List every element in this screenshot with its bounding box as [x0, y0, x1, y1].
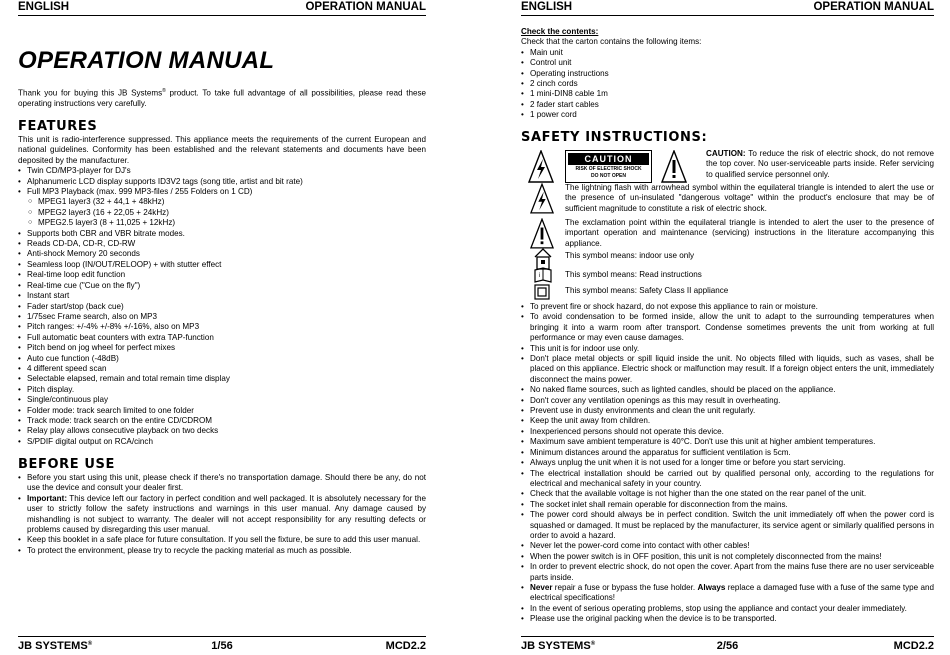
contents-intro: Check that the carton contains the following items: — [521, 37, 702, 47]
list-item: • Alphanumeric LCD display supports ID3V2 tags (song title, artist and bit rate) — [18, 177, 426, 187]
list-item: • The socket inlet shall remain operable for disconnection from the mains. — [521, 500, 934, 510]
intro-reg-mark: ® — [162, 88, 166, 94]
caution-sub2: DO NOT OPEN — [590, 173, 626, 179]
important-text: This device left our factory in perfect condition and well packaged. It is absolutely necessary for the user to strictly follow the safety instructions and warnings in this user manual. Any damage caused by mishandling is not subject to warranty. The dealer will not accept responsibility for any resulting defects or problems caused by disregarding this user manual. — [27, 493, 426, 535]
list-item: • Full automatic beat counters with extra TAP-function — [18, 333, 426, 343]
exclamation-triangle-icon — [661, 150, 687, 184]
list-item: • Full MP3 Playback (max. 999 MP3-files / 255 Folders on 1 CD) — [18, 187, 426, 197]
list-item: • Please use the original packing when the device is to be transported. — [521, 614, 934, 624]
exclamation-text: The exclamation point within the equilateral triangle is intended to alert the user to the presence of important operation and maintenance (servicing) instructions in the literature accompanying this appliance. — [565, 218, 934, 248]
fuse-text-b: replace a damaged fuse with a fuse of the same type and electrical specifications! — [530, 582, 934, 603]
list-item: • When the power switch is in OFF position, this unit is not completely disconnected from the mains! — [521, 552, 934, 562]
list-item: • Auto cue function (-48dB) — [18, 354, 426, 364]
list-item: • Check that the available voltage is not higher than the one stated on the rear panel of the unit. — [521, 489, 934, 499]
safety-heading: SAFETY INSTRUCTIONS: — [521, 130, 708, 145]
footer-brand: JB SYSTEMS® — [521, 640, 596, 652]
page-number: 1/56 — [211, 640, 233, 652]
intro-text-a: Thank you for buying this JB Systems — [18, 88, 163, 98]
list-item: • Twin CD/MP3-player for DJ's — [18, 166, 426, 176]
page-header — [18, 0, 426, 16]
list-item: • To prevent fire or shock hazard, do not expose this appliance to rain or moisture. — [521, 302, 934, 312]
svg-text:i: i — [539, 273, 541, 279]
list-item: • 2 cinch cords — [521, 79, 934, 89]
list-item: • Folder mode: track search limited to one folder — [18, 406, 426, 416]
header-language: ENGLISH — [18, 1, 70, 13]
list-item: • This unit is for indoor use only. — [521, 344, 934, 354]
list-item: ○ MPEG1 layer3 (32 + 44,1 + 48kHz) — [18, 197, 426, 207]
caution-body: To reduce the risk of electric shock, do not remove the top cover. No user-serviceable parts inside. Refer servicing to qualified service personnel only. — [706, 149, 934, 179]
important-label: Important: — [27, 493, 68, 503]
list-item: ○ MPEG2 layer3 (16 + 22,05 + 24kHz) — [18, 208, 426, 218]
list-item: • In the event of serious operating problems, stop using the appliance and contact your dealer immediately. — [521, 604, 934, 614]
lightning-text: The lightning flash with arrowhead symbol within the equilateral triangle is intended to alert the use or the presence of un-insulated "dangerous voltage" within the product's enclosure that may be of sufficient magnitude to constitute a risk of electric shock. — [565, 183, 934, 213]
list-item: • Anti-shock Memory 20 seconds — [18, 249, 426, 259]
list-item: • Fader start/stop (back cue) — [18, 302, 426, 312]
safety-list-section — [521, 302, 934, 625]
footer-brand: JB SYSTEMS® — [18, 640, 93, 652]
list-item: • The electrical installation should be carried out by qualified personal only, according to the regulations for electrical and mechanical safety in your country. — [521, 469, 934, 490]
read-instructions-icon — [534, 266, 552, 284]
list-item: • Pitch display. — [18, 385, 426, 395]
list-item: • Relay play allows consecutive playback on two decks — [18, 426, 426, 436]
header-language: ENGLISH — [521, 1, 573, 13]
exclamation-triangle-icon — [530, 218, 554, 250]
list-item: • Don't place metal objects or spill liquid inside the unit. No objects filled with liquids, such as vases, shall be placed on this appliance. Electric shock or malfunction may result. If a foreign object enters the unit, immediately disconnect the mains power. — [521, 354, 934, 385]
document-title: OPERATION MANUAL — [18, 47, 275, 74]
list-item: • 1 mini-DIN8 cable 1m — [521, 89, 934, 99]
list-item: ○ MPEG2.5 layer3 (8 + 11,025 + 12kHz) — [18, 218, 426, 228]
list-item: • Seamless loop (IN/OUT/RELOOP) + with stutter effect — [18, 260, 426, 270]
list-item: • Pitch ranges: +/-4% +/-8% +/-16%, also on MP3 — [18, 322, 426, 332]
list-item — [521, 583, 934, 604]
list-item: • 1/75sec Frame search, also on MP3 — [18, 312, 426, 322]
list-item: • Single/continuous play — [18, 395, 426, 405]
list-item: • Selectable elapsed, remain and total remain time display — [18, 374, 426, 384]
class2-text: This symbol means: Safety Class II appliance — [565, 286, 729, 295]
list-item: • S/PDIF digital output on RCA/cinch — [18, 437, 426, 447]
left-page — [18, 0, 426, 654]
contents-section — [521, 27, 934, 121]
list-item: • 4 different speed scan — [18, 364, 426, 374]
list-item: • Real-time loop edit function — [18, 270, 426, 280]
contents-heading: Check the contents: — [521, 27, 599, 36]
caution-sub1: RISK OF ELECTRIC SHOCK — [575, 166, 642, 172]
safety-list — [521, 302, 934, 625]
page-number: 2/56 — [716, 640, 739, 652]
list-item: • Pitch bend on jog wheel for perfect mixes — [18, 343, 426, 353]
caution-bold: CAUTION: — [706, 149, 746, 158]
read-text: This symbol means: Read instructions — [565, 270, 702, 279]
page-footer — [521, 636, 934, 655]
fuse-text-a: repair a fuse or bypass the fuse holder. — [552, 582, 698, 592]
list-item: • Real-time cue ("Cue on the fly") — [18, 281, 426, 291]
mpeg-sublist — [18, 197, 426, 228]
footer-model: MCD2.2 — [893, 640, 934, 652]
lightning-triangle-icon — [530, 183, 554, 215]
list-item — [18, 494, 426, 536]
never-label: Never — [530, 582, 553, 592]
list-item: • Maximum save ambient temperature is 40°C. Don't use this unit at higher ambient temperatures. — [521, 437, 934, 447]
list-item: • To protect the environment, please try to recycle the packing material as much as possible. — [18, 546, 426, 556]
right-page — [521, 0, 934, 654]
list-item: • 2 fader start cables — [521, 100, 934, 110]
list-item: • Never let the power-cord come into contact with other cables! — [521, 541, 934, 551]
page-header — [521, 0, 934, 16]
list-item: • Reads CD-DA, CD-R, CD-RW — [18, 239, 426, 249]
features-heading: FEATURES — [18, 119, 98, 134]
before-use-list — [18, 473, 426, 556]
footer-model: MCD2.2 — [385, 640, 426, 652]
page-footer — [18, 636, 426, 655]
intro-text-b: product. To take full advantage of all possibilities, please read these operating instructions very carefully. — [18, 88, 426, 109]
list-item: • Don't cover any ventilation openings as this may result in overheating. — [521, 396, 934, 406]
list-item: • Control unit — [521, 58, 934, 68]
before-use-section — [18, 457, 426, 556]
header-title: OPERATION MANUAL — [305, 1, 426, 13]
list-item: • Prevent use in dusty environments and clean the unit regularly. — [521, 406, 934, 416]
list-item: • Minimum distances around the apparatus for sufficient ventilation is 5cm. — [521, 448, 934, 458]
features-intro: This unit is radio-interference suppressed. This appliance meets the requirements of the current European and national guidelines. Conformity has been established and the relevant statements and documents have been deposited by the manufacturer. — [18, 135, 426, 165]
before-use-heading: BEFORE USE — [18, 457, 115, 472]
caution-label: CAUTION — [568, 153, 649, 165]
contents-list — [521, 48, 934, 121]
list-item: • Track mode: track search on the entire CD/CDROM — [18, 416, 426, 426]
list-item: • Before you start using this unit, please check if there's no transportation damage. Should there be any, do not use the device and consult your dealer first. — [18, 473, 426, 494]
list-item: • Instant start — [18, 291, 426, 301]
list-item: • Operating instructions — [521, 69, 934, 79]
caution-text — [706, 149, 934, 180]
header-title: OPERATION MANUAL — [813, 1, 934, 13]
list-item: • Always unplug the unit when it is not used for a longer time or before you start servicing. — [521, 458, 934, 468]
list-item: • Main unit — [521, 48, 934, 58]
list-item: • Keep the unit away from children. — [521, 416, 934, 426]
list-item: • 1 power cord — [521, 110, 934, 120]
list-item: • Supports both CBR and VBR bitrate modes. — [18, 229, 426, 239]
features-list-a — [18, 166, 426, 197]
intro-paragraph — [18, 86, 426, 110]
list-item: • In order to prevent electric shock, do not open the cover. Apart from the mains fuse there are no user serviceable parts inside. — [521, 562, 934, 583]
always-label: Always — [697, 582, 726, 592]
class2-double-square-icon — [534, 284, 550, 300]
features-section — [18, 119, 426, 447]
list-item: • No naked flame sources, such as lighted candles, should be placed on the appliance. — [521, 385, 934, 395]
indoor-text: This symbol means: indoor use only — [565, 251, 695, 260]
lightning-triangle-icon — [528, 150, 554, 184]
caution-label-box — [565, 150, 652, 183]
list-item: • Inexperienced persons should not operate this device. — [521, 427, 934, 437]
features-list-b — [18, 229, 426, 448]
list-item: • Keep this booklet in a safe place for future consultation. If you sell the fixture, be sure to add this user manual. — [18, 535, 426, 545]
list-item: • The power cord should always be in perfect condition. Switch the unit immediately off when the power cord is squashed or damaged. It must be replaced by the manufacturer, its service agent or similarly qualified persons in order to avoid a hazard. — [521, 510, 934, 541]
list-item: • To avoid condensation to be formed inside, allow the unit to adapt to the surrounding temperatures when bringing it into a warm room after transport. Condense sometimes prevents the unit from working at full performance or may even cause damages. — [521, 312, 934, 343]
